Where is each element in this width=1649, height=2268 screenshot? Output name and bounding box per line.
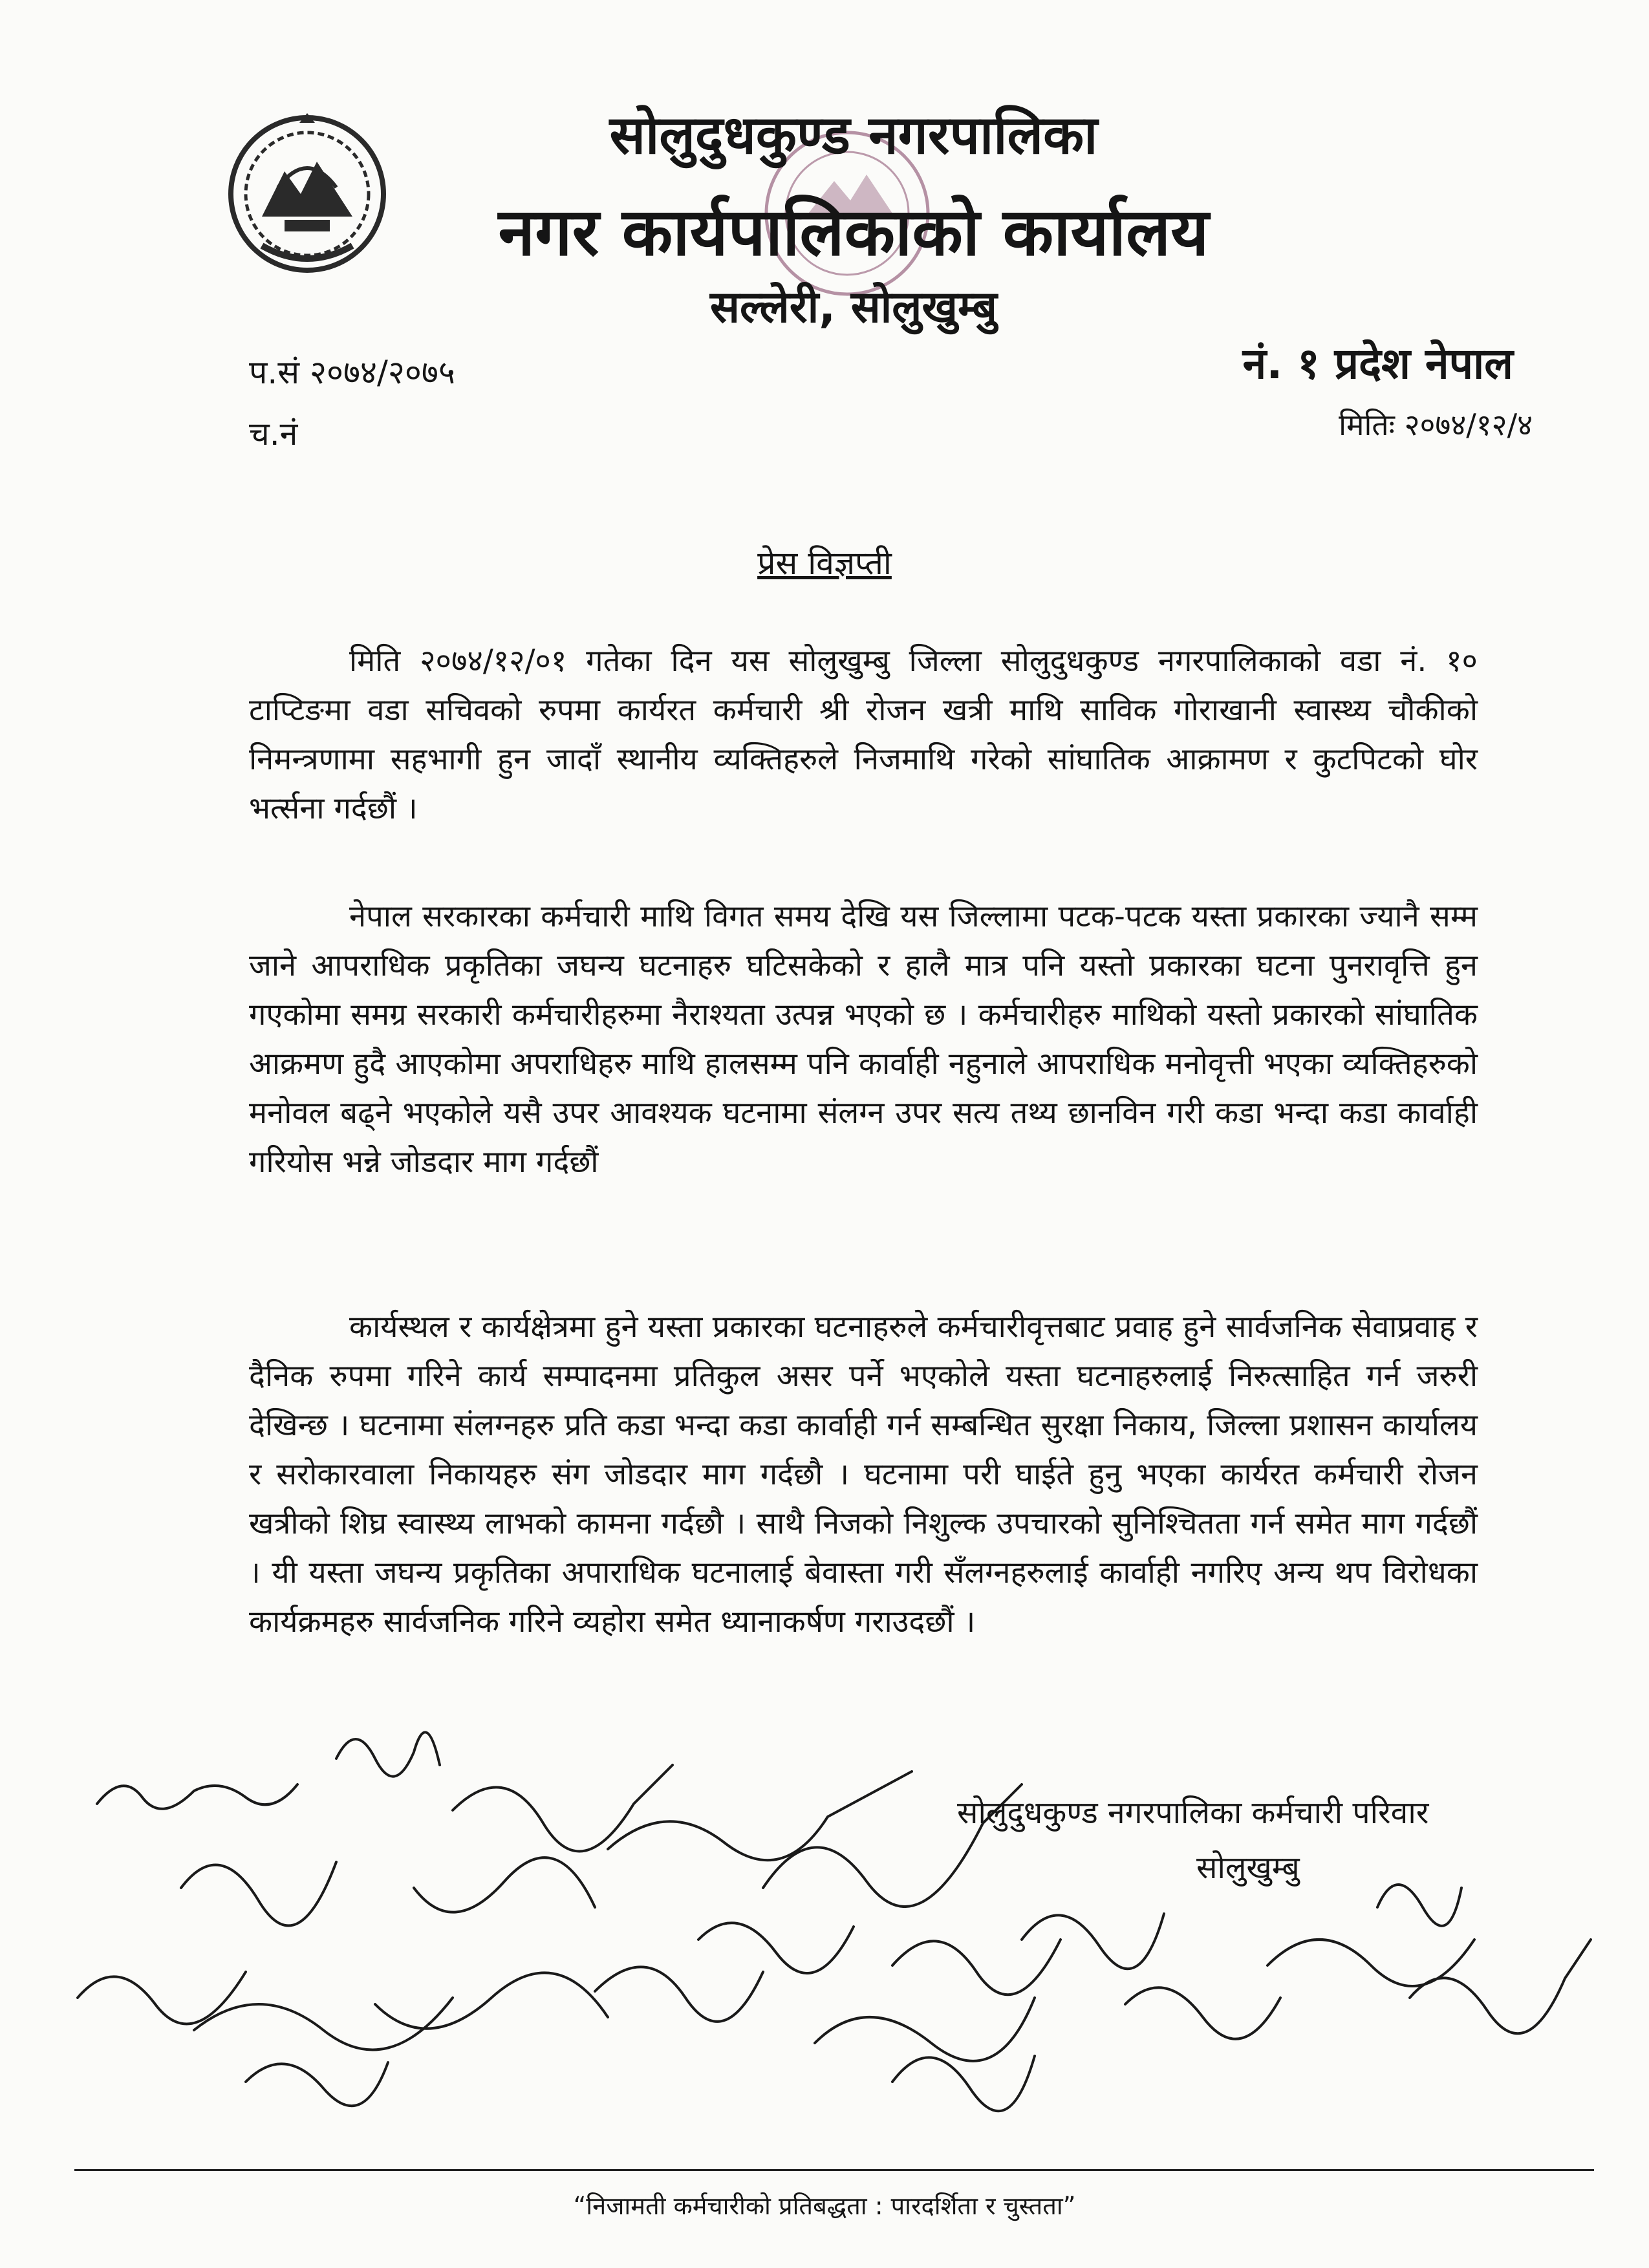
document-title: प्रेस विज्ञप्ती xyxy=(757,544,892,582)
province-name: नं. १ प्रदेश नेपाल xyxy=(1242,339,1513,389)
municipality-name: सोलुदुधकुण्ड नगरपालिका xyxy=(609,105,1098,166)
letter-date: मितिः २०७४/१२/४ xyxy=(1339,407,1533,442)
paragraph-2: नेपाल सरकारका कर्मचारी माथि विगत समय देखि यस जिल्लामा पटक-पटक यस्ता प्रकारका ज्यानै सम्म जाने आपराधिक प्रकृतिका जघन्य घटनाहरु घटिसकेको र हालै मात्र पनि यस्तो प्रकारका घटना पुनरावृत्ति हुन गएकोमा समग्र सरकारी कर्मचारीहरुमा नैराश्यता उत्पन्न भएको छ । कर्मचारीहरु माथिको यस्तो प्रकारको सांघातिक आक्रमण हुदै आएकोमा अपराधिहरु माथि हालसम्म पनि कार्वाही नहुनाले आपराधिक मनोवृत्ती भएका व्यक्तिहरुको मनोवल बढ्ने भएकोले यसै उपर आवश्यक घटनामा संलग्न उपर सत्य तथ्य छानविन गरी कडा भन्दा कडा कार्वाही गरियोस भन्ने जोडदार माग गर्दछौं xyxy=(249,899,1478,1180)
footer-motto: “निजामती कर्मचारीको प्रतिबद्धता : पारदर्शिता र चुस्तता” xyxy=(573,2192,1076,2220)
office-name: नगर कार्यपालिकाको कार्यालय xyxy=(498,194,1209,271)
paragraph-3: कार्यस्थल र कार्यक्षेत्रमा हुने यस्ता प्रकारका घटनाहरुले कर्मचारीवृत्तबाट प्रवाह हुने सार्वजनिक सेवाप्रवाह र दैनिक रुपमा गरिने कार्य सम्पादनमा प्रतिकुल असर पर्ने भएकोले यस्ता घटनाहरुलाई निरुत्साहित गर्न जरुरी देखिन्छ । घटनामा संलग्नहरु प्रति कडा भन्दा कडा कार्वाही गर्न सम्बन्धित सुरक्षा निकाय, जिल्ला प्रशासन कार्यालय र सरोकारवाला निकायहरु संग जोडदार माग गर्दछौ । घटनामा परी घाईते हुनु भएका कार्यरत कर्मचारी रोजन खत्रीको शिघ्र स्वास्थ्य लाभको कामना गर्दछौ । साथै निजको निशुल्क उपचारको सुनिश्चितता गर्न समेत माग गर्दछौं । यी यस्ता जघन्य प्रकृतिका अपाराधिक घटनालाई बेवास्ता गरी सँलग्नहरुलाई कार्वाही नगरिए अन्य थप विरोधका कार्यक्रमहरु सार्वजनिक गरिने व्यहोरा समेत ध्यानाकर्षण गराउदछौं । xyxy=(249,1309,1478,1640)
office-location: सल्लेरी, सोलुखुम्बु xyxy=(710,282,997,333)
fiscal-year: प.सं २०७४/२०७५ xyxy=(249,354,455,391)
paragraph-1: मिति २०७४/१२/०१ गतेका दिन यस सोलुखुम्बु जिल्ला सोलुदुधकुण्ड नगरपालिकाको वडा नं. १० टाप्टिङमा वडा सचिवको रुपमा कार्यरत कर्मचारी श्री रोजन खत्री माथि साविक गोराखानी स्वास्थ्य चौकीको निमन्त्रणामा सहभागी हुन जादाँ स्थानीय व्यक्तिहरुले निजमाथि गरेको सांघातिक आक्रामण र कुटपिटको घोर भर्त्सना गर्दछौं । xyxy=(249,643,1478,826)
footer-divider xyxy=(74,2169,1594,2171)
signatory-location: सोलुखुम्बु xyxy=(1196,1850,1300,1886)
signatory-group: सोलुदुधकुण्ड नगरपालिका कर्मचारी परिवार xyxy=(957,1795,1429,1831)
signatures xyxy=(52,1694,1623,2146)
dispatch-number: च.नं xyxy=(249,415,298,453)
